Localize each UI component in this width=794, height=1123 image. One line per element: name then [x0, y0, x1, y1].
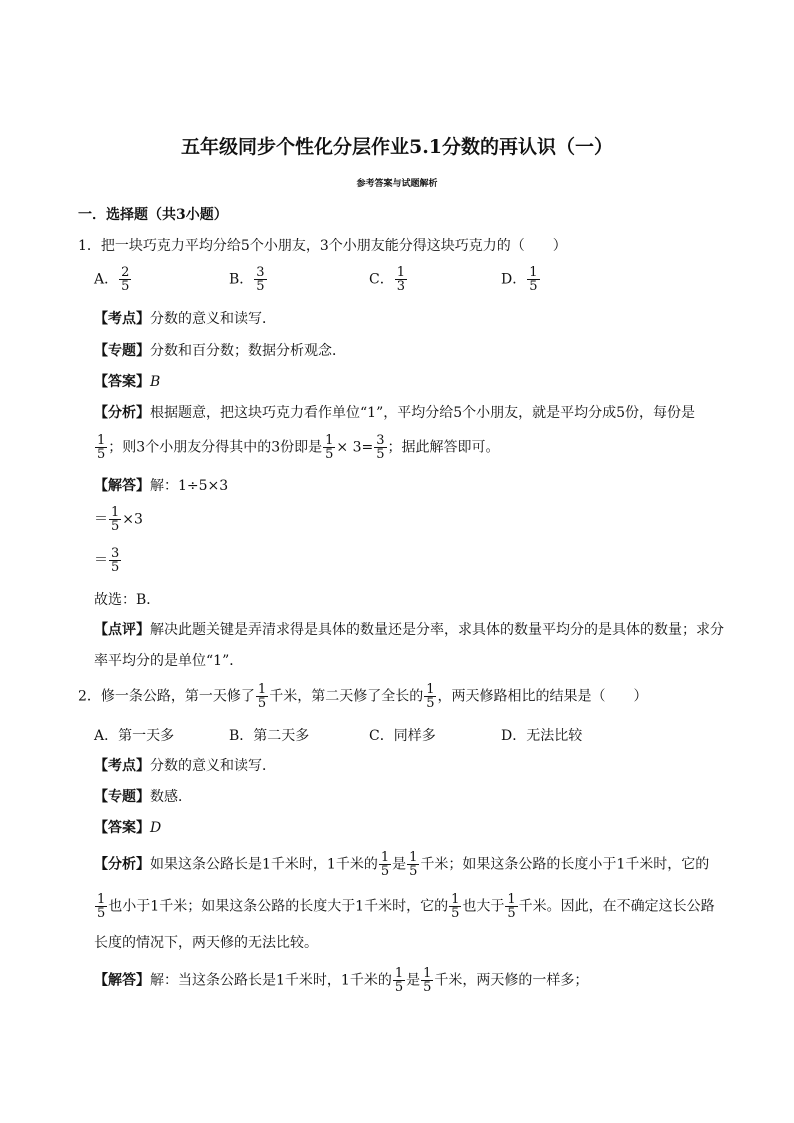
q2-analysis-line2: $\frac{1}{5}$ 也小于1千米；如果这条公路的长度大于1千米时，它的 $\frac{1}{5}$ 也大于 $\frac{1}{5}$ 千米。因此，在不确定这长公路 — [97, 892, 715, 921]
fraction: $\frac{1}{5}$ — [380, 850, 390, 879]
q1-solution-step2: ＝ $\frac{3}{5}$ — [94, 546, 120, 575]
fraction: $\frac{1}{5}$ — [426, 682, 435, 711]
q1-solution-step1: ＝ $\frac{1}{5}$ ×3 — [94, 505, 143, 534]
page-title: 五年级同步个性化分层作业5.1分数的再认识（一） — [180, 136, 614, 158]
section-heading: 一．选择题（共3小题） — [78, 207, 228, 223]
fraction: $\frac{3}{5}$ — [376, 433, 385, 462]
fraction: $\frac{3}{5}$ — [111, 546, 120, 575]
q1-option-a[interactable]: A． $\frac{2}{5}$ — [94, 265, 130, 294]
fraction: $\frac{1}{5}$ — [394, 966, 404, 995]
q1-analysis-line2: $\frac{1}{5}$ ；则3个小朋友分得其中的3份即是 $\frac{1}{5}$ × 3= $\frac{3}{5}$ ；据此解答即可。 — [97, 433, 500, 462]
fraction: $\frac{1}{5}$ — [97, 433, 106, 462]
fraction: $\frac{2}{5}$ — [121, 265, 130, 294]
q1-option-d[interactable]: D． $\frac{1}{5}$ — [501, 265, 538, 294]
q2-stem: 2．修一条公路，第一天修了 $\frac{1}{5}$ 千米，第二天修了全长的 $\frac{1}{5}$ ，两天修路相比的结果是（ ） — [78, 682, 648, 711]
q1-solution: 【解答】解：1÷5×3 — [94, 478, 229, 494]
page-subtitle: 参考答案与试题解析 — [356, 179, 438, 189]
q2-analysis-line3: 长度的情况下，两天修的无法比较。 — [94, 935, 318, 951]
q2-option-a[interactable]: A．第一天多 — [94, 728, 175, 744]
fraction: $\frac{1}{5}$ — [111, 505, 120, 534]
fraction: $\frac{1}{3}$ — [396, 265, 405, 294]
q1-choice: 故选：B． — [94, 592, 161, 608]
q2-zhuanti: 【专题】数感． — [94, 789, 192, 805]
q1-answer: 【答案】B — [94, 374, 161, 390]
fraction: $\frac{1}{5}$ — [423, 966, 432, 995]
q1-option-b[interactable]: B． $\frac{3}{5}$ — [229, 265, 265, 294]
q1-analysis-line1: 【分析】根据题意，把这块巧克力看作单位“1”，平均分给5个小朋友，就是平均分成5份，每份是 — [94, 405, 696, 421]
q1-comment-line2: 率平均分的是单位“1”． — [94, 653, 244, 669]
q2-kaodian: 【考点】分数的意义和读写． — [94, 758, 276, 774]
q1-zhuanti: 【专题】分数和百分数；数据分析观念． — [94, 343, 346, 359]
fraction: $\frac{1}{5}$ — [325, 433, 334, 462]
fraction: $\frac{1}{5}$ — [507, 892, 516, 921]
q2-solution: 【解答】解：当这条公路长是1千米时，1千米的 $\frac{1}{5}$ 是 $\frac{1}{5}$ 千米，两天修的一样多； — [94, 966, 589, 995]
fraction: $\frac{1}{5}$ — [257, 682, 267, 711]
q1-option-c[interactable]: C． $\frac{1}{3}$ — [369, 265, 405, 294]
fraction: $\frac{1}{5}$ — [451, 892, 460, 921]
q2-option-c[interactable]: C．同样多 — [369, 728, 436, 744]
q1-stem: 1．把一块巧克力平均分给5个小朋友，3个小朋友能分得这块巧克力的（ ） — [78, 238, 567, 254]
q2-answer: 【答案】D — [94, 820, 162, 836]
q1-kaodian: 【考点】分数的意义和读写． — [94, 311, 276, 327]
fraction: $\frac{1}{5}$ — [409, 850, 418, 879]
fraction: $\frac{3}{5}$ — [256, 265, 265, 294]
fraction: $\frac{1}{5}$ — [97, 892, 106, 921]
q1-comment-line1: 【点评】解决此题关键是弄清求得是具体的数量还是分率，求具体的数量平均分的是具体的数量；求分 — [94, 622, 724, 638]
q2-option-b[interactable]: B．第二天多 — [229, 728, 310, 744]
q2-option-d[interactable]: D．无法比较 — [501, 728, 583, 744]
fraction: $\frac{1}{5}$ — [529, 265, 538, 294]
q2-analysis-line1: 【分析】如果这条公路长是1千米时，1千米的 $\frac{1}{5}$ 是 $\frac{1}{5}$ 千米；如果这条公路的长度小于1千米时，它的 — [94, 850, 710, 879]
